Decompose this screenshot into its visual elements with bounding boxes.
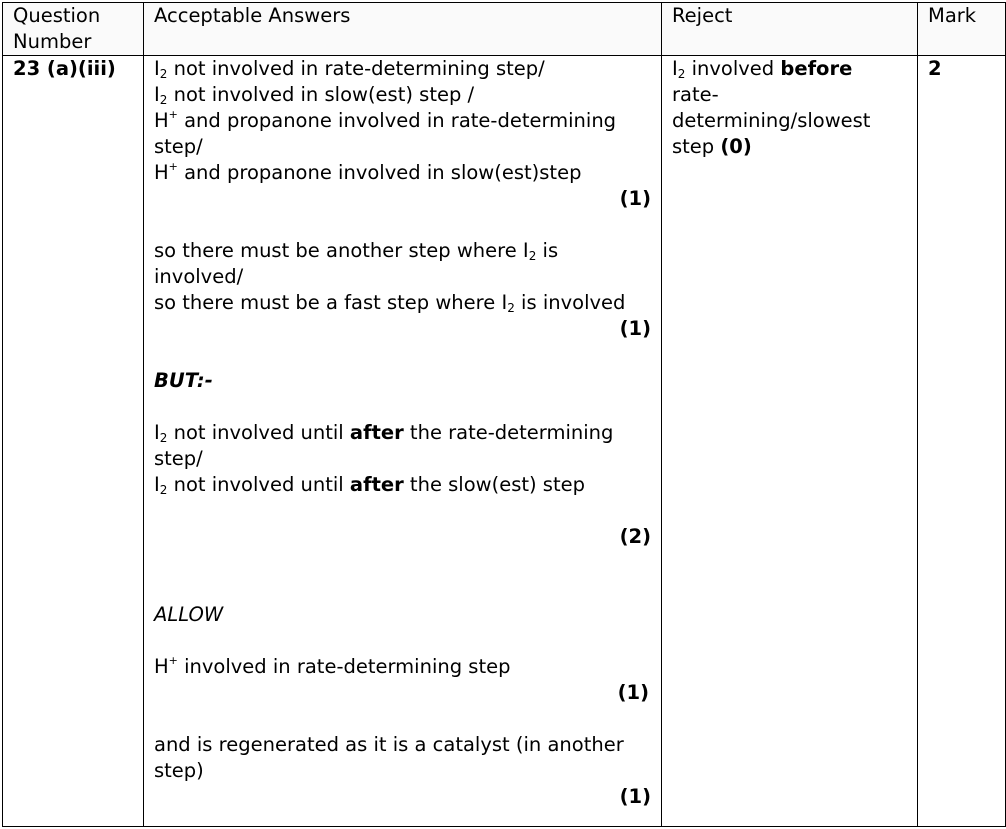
superscript-plus: + xyxy=(168,108,178,121)
answer-line xyxy=(154,290,661,316)
answer-text: not involved until xyxy=(167,421,350,444)
reject-text: determining/slowest xyxy=(672,109,871,132)
subscript-2: 2 xyxy=(159,67,168,81)
question-number: 23 (a)(iii) xyxy=(13,57,116,80)
answer-text: the rate-determining xyxy=(403,421,614,444)
reject-mark: (0) xyxy=(720,135,752,158)
mark-label xyxy=(154,186,661,212)
spacer xyxy=(154,498,661,524)
subscript-2: 2 xyxy=(528,249,537,263)
answer-line xyxy=(154,446,661,472)
header-row xyxy=(3,3,1006,56)
answer-line xyxy=(154,134,661,160)
reject-line xyxy=(672,134,917,160)
answer-line xyxy=(154,238,661,264)
header-question-number xyxy=(3,3,144,56)
but-heading xyxy=(154,368,661,394)
answer-text: not involved in rate-determining step/ xyxy=(167,57,545,80)
answer-text: and propanone involved in slow(est)step xyxy=(177,161,582,184)
but-text: BUT:- xyxy=(154,369,213,392)
allow-heading xyxy=(154,602,661,628)
subscript-2: 2 xyxy=(677,67,686,81)
spacer xyxy=(154,342,661,368)
answer-line xyxy=(154,108,661,134)
answer-line xyxy=(154,758,661,784)
mark-label xyxy=(154,680,661,706)
answer-text: step) xyxy=(154,759,204,782)
answer-text: not involved until xyxy=(167,473,350,496)
answer-line xyxy=(154,160,661,186)
answer-text: so there must be another step where I xyxy=(154,239,529,262)
answer-line xyxy=(154,732,661,758)
header-reject xyxy=(662,3,918,56)
subscript-2: 2 xyxy=(159,93,168,107)
iodine-symbol: I xyxy=(672,57,678,80)
iodine-symbol: I xyxy=(154,473,160,496)
mark-scheme-table xyxy=(2,2,1006,827)
spacer xyxy=(154,212,661,238)
spacer xyxy=(154,550,661,602)
mark-value: (2) xyxy=(619,525,651,548)
mark-cell xyxy=(918,56,1006,827)
hydrogen-symbol: H xyxy=(154,109,169,132)
header-mark-text: Mark xyxy=(928,4,977,27)
allow-text: ALLOW xyxy=(154,603,224,626)
header-mark xyxy=(918,3,1006,56)
mark-label xyxy=(154,316,661,342)
spacer xyxy=(154,394,661,420)
total-mark: 2 xyxy=(928,57,942,80)
mark-value: (1) xyxy=(619,187,651,210)
subscript-2: 2 xyxy=(159,483,168,497)
spacer xyxy=(154,706,661,732)
mark-label xyxy=(154,524,661,550)
spacer xyxy=(154,628,661,654)
header-acceptable-answers-text: Acceptable Answers xyxy=(154,4,351,27)
mark-value: (1) xyxy=(619,785,651,808)
superscript-plus: + xyxy=(168,654,178,667)
iodine-symbol: I xyxy=(154,421,160,444)
answer-line xyxy=(154,472,661,498)
before-emphasis: before xyxy=(780,57,853,80)
superscript-plus: + xyxy=(168,160,178,173)
answer-text: so there must be a fast step where I xyxy=(154,291,508,314)
mark-label xyxy=(154,784,661,810)
mark-value: (1) xyxy=(619,317,651,340)
iodine-symbol: I xyxy=(154,57,160,80)
reject-text: rate- xyxy=(672,83,719,106)
answer-line xyxy=(154,420,661,446)
acceptable-answers-cell xyxy=(144,56,662,827)
answer-text: step/ xyxy=(154,135,203,158)
answer-line xyxy=(154,264,661,290)
answer-text: is involved xyxy=(514,291,626,314)
answer-text: and is regenerated as it is a catalyst (in another xyxy=(154,733,624,756)
header-acceptable-answers xyxy=(144,3,662,56)
answer-text: involved in rate-determining step xyxy=(177,655,511,678)
reject-cell xyxy=(662,56,918,827)
mark-value: (1) xyxy=(617,681,649,704)
header-reject-text: Reject xyxy=(672,4,733,27)
hydrogen-symbol: H xyxy=(154,161,169,184)
header-question-number-text: Question Number xyxy=(13,4,101,53)
answer-line xyxy=(154,654,661,680)
subscript-2: 2 xyxy=(159,431,168,445)
after-emphasis: after xyxy=(349,473,404,496)
iodine-symbol: I xyxy=(154,83,160,106)
answer-text: not involved in slow(est) step / xyxy=(167,83,475,106)
answer-row xyxy=(3,56,1006,827)
after-emphasis: after xyxy=(349,421,404,444)
reject-line xyxy=(672,56,917,82)
subscript-2: 2 xyxy=(507,301,515,315)
answer-text: the slow(est) step xyxy=(403,473,585,496)
answer-text: involved/ xyxy=(154,265,244,288)
answer-text: is xyxy=(536,239,559,262)
answer-line xyxy=(154,82,661,108)
answer-line xyxy=(154,56,661,82)
question-number-cell xyxy=(3,56,144,827)
answer-text: step/ xyxy=(154,447,203,470)
answer-text: and propanone involved in rate-determining xyxy=(177,109,617,132)
reject-line xyxy=(672,82,917,108)
reject-line xyxy=(672,108,917,134)
reject-text: involved xyxy=(685,57,781,80)
hydrogen-symbol: H xyxy=(154,655,169,678)
reject-text: step xyxy=(672,135,721,158)
